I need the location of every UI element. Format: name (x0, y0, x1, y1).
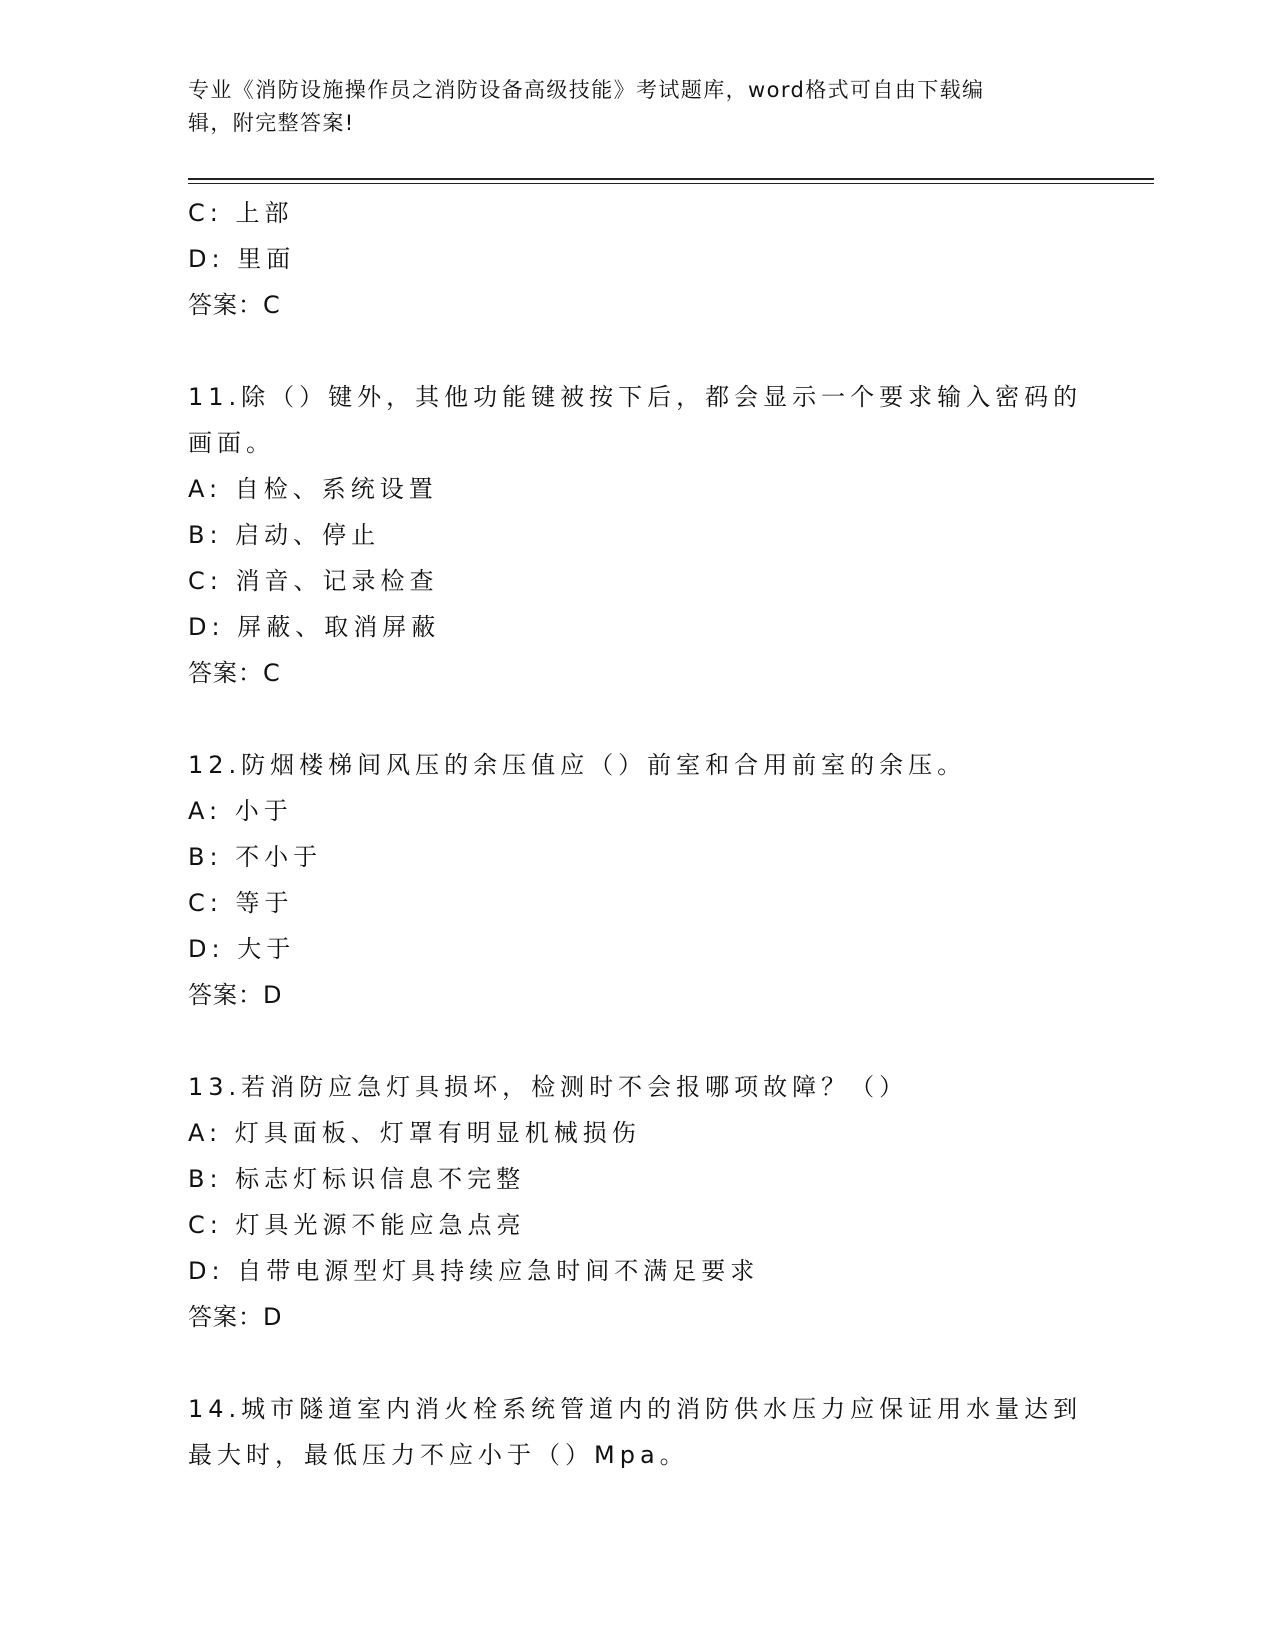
question-14 (188, 1386, 1088, 1478)
option-a: A: 灯具面板、灯罩有明显机械损伤 (188, 1119, 641, 1147)
option-b: B: 标志灯标识信息不完整 (188, 1165, 526, 1193)
answer: 答案：C (188, 659, 281, 687)
spacer (188, 696, 1088, 742)
option-c: C: 上部 (188, 199, 294, 227)
header-line-1: 专业《消防设施操作员之消防设备高级技能》考试题库，word格式可自由下载编 (188, 78, 985, 102)
option-d: D: 自带电源型灯具持续应急时间不满足要求 (188, 1257, 760, 1285)
question-10 (188, 190, 1088, 328)
question-list (188, 190, 1088, 1478)
option-d: D: 大于 (188, 935, 296, 963)
answer: 答案：D (188, 981, 283, 1009)
header-line-2: 辑，附完整答案! (188, 111, 355, 135)
option-b: B: 不小于 (188, 843, 323, 871)
question-stem: 14.城市隧道室内消火栓系统管道内的消防供水压力应保证用水量达到 (188, 1395, 1083, 1423)
option-d: D: 屏蔽、取消屏蔽 (188, 613, 441, 641)
question-stem: 12.防烟楼梯间风压的余压值应（）前室和合用前室的余压。 (188, 751, 967, 779)
spacer (188, 1340, 1088, 1386)
option-c: C: 消音、记录检查 (188, 567, 439, 595)
answer: 答案：D (188, 1303, 283, 1331)
question-stem-continued: 最大时，最低压力不应小于（）Mpa。 (188, 1441, 689, 1469)
option-c: C: 灯具光源不能应急点亮 (188, 1211, 526, 1239)
question-stem: 11.除（）键外，其他功能键被按下后，都会显示一个要求输入密码的 (188, 383, 1083, 411)
option-c: C: 等于 (188, 889, 294, 917)
question-13 (188, 1064, 1088, 1340)
option-b: B: 启动、停止 (188, 521, 381, 549)
option-a: A: 自检、系统设置 (188, 475, 438, 503)
answer: 答案：C (188, 291, 281, 319)
question-stem: 13.若消防应急灯具损坏，检测时不会报哪项故障？（） (188, 1073, 909, 1101)
header-divider-thick (188, 178, 1154, 180)
spacer (188, 1018, 1088, 1064)
option-a: A: 小于 (188, 797, 293, 825)
question-12 (188, 742, 1088, 1018)
question-stem-continued: 画面。 (188, 429, 275, 457)
spacer (188, 328, 1088, 374)
option-d: D: 里面 (188, 245, 296, 273)
header-divider-thin (188, 183, 1154, 184)
document-header (188, 74, 1088, 140)
question-11 (188, 374, 1088, 696)
